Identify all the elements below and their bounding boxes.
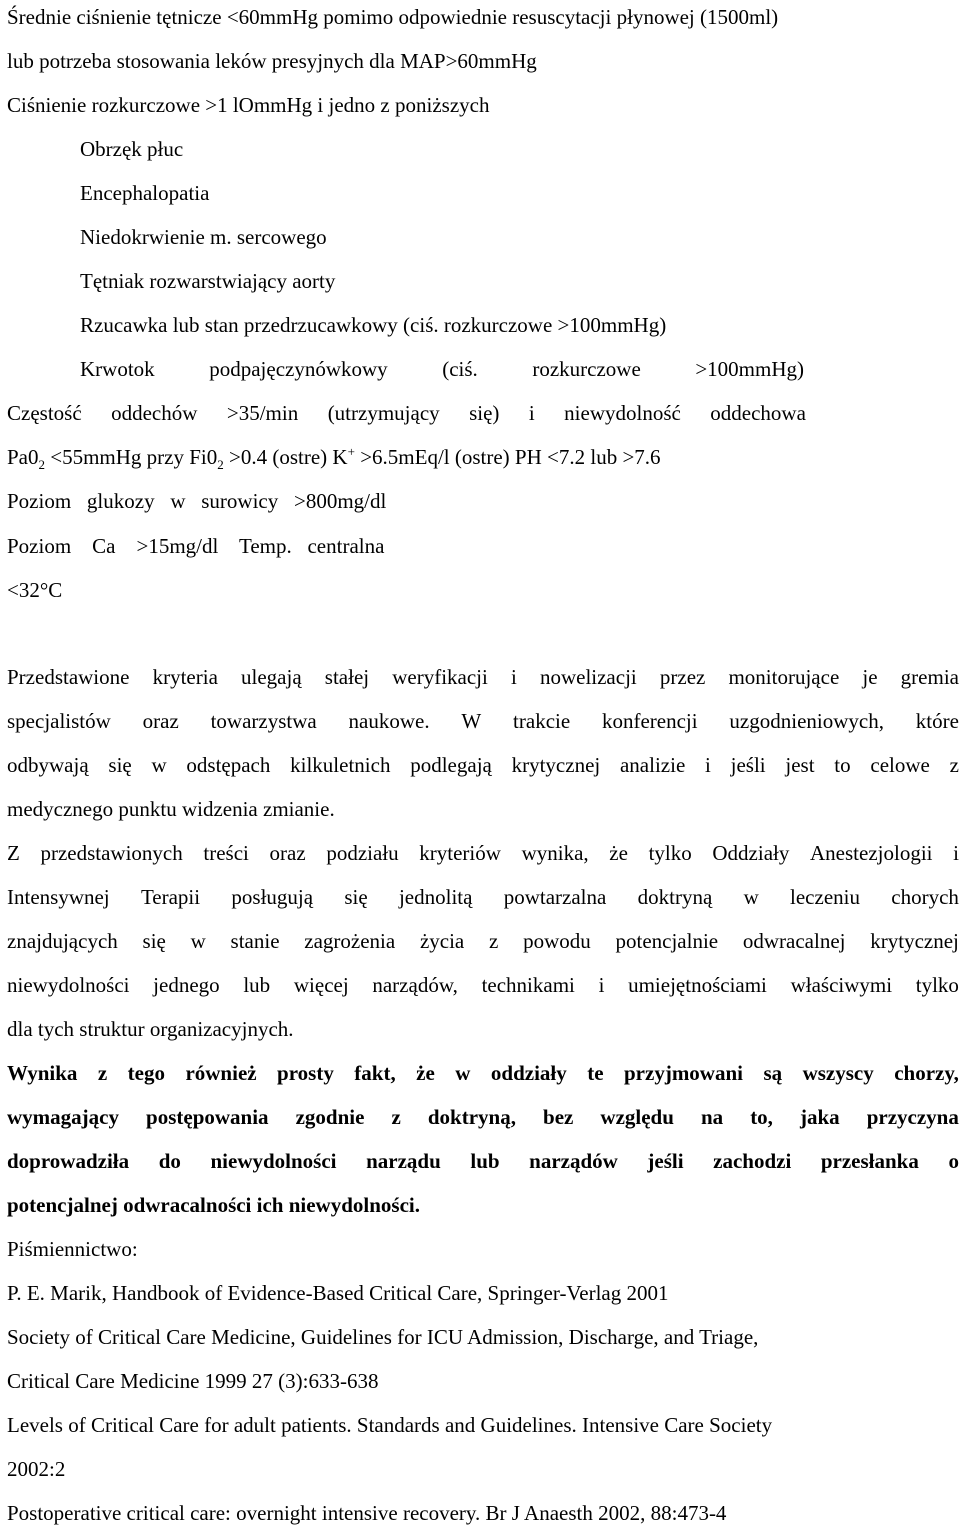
word: do <box>158 1149 181 1173</box>
word: z <box>391 1105 401 1129</box>
criteria-line-1: Średnie ciśnienie tętnicze <60mmHg pomimo odpowiednie resuscytacji płynowej (1500ml) <box>7 5 779 29</box>
reference-item: Levels of Critical Care for adult patients. Standards and Guidelines. Intensive Care Society <box>7 1413 773 1437</box>
text: >0.4 (ostre) K <box>223 445 348 469</box>
word: (utrzymujący <box>327 401 440 425</box>
criteria-sub-item: Tętniak rozwarstwiający aorty <box>80 269 336 293</box>
para1-line: medycznego punktu widzenia zmianie. <box>7 797 335 821</box>
criteria-temp: <32°C <box>7 578 63 602</box>
word: towarzystwa <box>210 709 317 733</box>
para2-line <box>7 883 959 911</box>
word: niewydolności <box>210 1149 337 1173</box>
word: jest <box>785 753 815 777</box>
word: w <box>743 885 759 909</box>
word: się) <box>469 401 500 425</box>
word: oraz <box>269 841 306 865</box>
word: prosty <box>277 1061 334 1085</box>
word: z <box>949 753 959 777</box>
word: zagrożenia <box>304 929 396 953</box>
word: >100mmHg) <box>695 357 804 381</box>
word: leczeniu <box>790 885 860 909</box>
text: <55mmHg przy Fi0 <box>45 445 218 469</box>
word: i <box>510 665 517 689</box>
word: uzgodnieniowych, <box>729 709 884 733</box>
para1-line <box>7 751 959 779</box>
word: więcej <box>293 973 349 997</box>
text: Pa0 <box>7 445 39 469</box>
word: Terapii <box>140 885 201 909</box>
word: podlegają <box>410 753 492 777</box>
word: podpajęczynówkowy <box>209 357 388 381</box>
word: zachodzi <box>713 1149 792 1173</box>
word: na <box>700 1105 724 1129</box>
word: jednolitą <box>398 885 473 909</box>
word: się <box>108 753 132 777</box>
word: chorych <box>891 885 959 909</box>
word: które <box>915 709 959 733</box>
word: naukowe. <box>348 709 430 733</box>
word: jaka <box>799 1105 840 1129</box>
word: oddziały <box>490 1061 567 1085</box>
criteria-sub-item: Encephalopatia <box>80 181 210 205</box>
word: przesłanka <box>820 1149 919 1173</box>
word: konferencji <box>601 709 698 733</box>
word: z <box>97 1061 108 1085</box>
criteria-glukoza: Poziom glukozy w surowicy >800mg/dl <box>7 489 387 513</box>
word: względu <box>600 1105 674 1129</box>
word: w <box>151 753 167 777</box>
word: wymagający <box>7 1105 119 1129</box>
word: tylko <box>915 973 959 997</box>
word: i <box>953 841 959 865</box>
word: przyjmowani <box>624 1061 743 1085</box>
word: znajdujących <box>7 929 118 953</box>
word: analizie <box>619 753 686 777</box>
word: jednego <box>153 973 220 997</box>
superscript: + <box>347 444 355 459</box>
criteria-pa-line <box>7 443 661 471</box>
word: odwracalnej <box>742 929 846 953</box>
word: przedstawionych <box>40 841 183 865</box>
word: z <box>489 929 499 953</box>
word: tego <box>127 1061 165 1085</box>
word: właściwymi <box>790 973 893 997</box>
word: specjalistów <box>7 709 111 733</box>
word: są <box>763 1061 783 1085</box>
para3-line <box>7 1147 959 1175</box>
word: weryfikacji <box>392 665 488 689</box>
word: celowe <box>870 753 930 777</box>
word: lub <box>470 1149 500 1173</box>
word: oddechów <box>111 401 198 425</box>
criteria-line-3: Ciśnienie rozkurczowe >1 lOmmHg i jedno z poniższych <box>7 93 490 117</box>
para3-line: potencjalnej odwracalności ich niewydolności. <box>7 1193 420 1217</box>
word: że <box>416 1061 435 1085</box>
word: postępowania <box>146 1105 269 1129</box>
para3-line <box>7 1103 959 1131</box>
word: się <box>142 929 166 953</box>
reference-item: P. E. Marik, Handbook of Evidence-Based Critical Care, Springer-Verlag 2001 <box>7 1281 669 1305</box>
subscript: 2 <box>217 457 224 473</box>
word: i <box>528 401 535 425</box>
word: Wynika <box>7 1061 78 1085</box>
criteria-sub-item: Obrzęk płuc <box>80 137 184 161</box>
word: kryteria <box>152 665 218 689</box>
word: ulegają <box>241 665 302 689</box>
word: oraz <box>142 709 179 733</box>
reference-item: Society of Critical Care Medicine, Guidelines for ICU Admission, Discharge, and Triage, <box>7 1325 759 1349</box>
word: jeśli <box>730 753 766 777</box>
word: bez <box>543 1105 574 1129</box>
criteria-czestosc <box>7 399 806 427</box>
word: trakcie <box>513 709 571 733</box>
para2-line <box>7 971 959 999</box>
word: gremia <box>900 665 959 689</box>
word: się <box>344 885 368 909</box>
references-heading: Piśmiennictwo: <box>7 1237 138 1261</box>
word: podziału <box>326 841 399 865</box>
word: tylko <box>648 841 692 865</box>
word: narządów <box>529 1149 618 1173</box>
para1-line <box>7 707 959 735</box>
word: to <box>834 753 851 777</box>
criteria-krwotok <box>80 355 804 383</box>
word: Intensywnej <box>7 885 110 909</box>
word: (ciś. <box>442 357 478 381</box>
word: również <box>185 1061 257 1085</box>
word: monitorujące <box>728 665 840 689</box>
criteria-line-2: lub potrzeba stosowania leków presyjnych dla MAP>60mmHg <box>7 49 537 73</box>
text: >6.5mEq/l (ostre) PH <7.2 lub >7.6 <box>354 445 661 469</box>
word: niewydolności <box>7 973 130 997</box>
para2-line <box>7 839 959 867</box>
word: krytycznej <box>511 753 601 777</box>
word: i <box>598 973 605 997</box>
word: posługują <box>231 885 314 909</box>
para2-line: dla tych struktur organizacyjnych. <box>7 1017 294 1041</box>
word: lub <box>243 973 271 997</box>
word: doprowadziła <box>7 1149 130 1173</box>
word: odbywają <box>7 753 89 777</box>
word: wszyscy <box>802 1061 874 1085</box>
reference-item: 2002:2 <box>7 1457 66 1481</box>
word: przyczyna <box>866 1105 959 1129</box>
word: to, <box>750 1105 773 1129</box>
para3-line <box>7 1059 959 1087</box>
word: w <box>190 929 206 953</box>
word: Z <box>7 841 20 865</box>
word: jeśli <box>647 1149 684 1173</box>
word: doktryną, <box>427 1105 516 1129</box>
word: te <box>587 1061 604 1085</box>
criteria-sub-item: Rzucawka lub stan przedrzucawkowy (ciś. rozkurczowe >100mmHg) <box>80 313 667 337</box>
word: krytycznej <box>870 929 959 953</box>
word: powtarzalna <box>503 885 607 909</box>
word: odstępach <box>186 753 271 777</box>
word: rozkurczowe <box>532 357 641 381</box>
word: doktryną <box>637 885 713 909</box>
reference-item: Postoperative critical care: overnight intensive recovery. Br J Anaesth 2002, 88:473-4 <box>7 1501 727 1525</box>
subscript: 2 <box>38 457 45 473</box>
word: powodu <box>523 929 591 953</box>
word: >35/min <box>226 401 299 425</box>
word: stałej <box>324 665 370 689</box>
word: że <box>609 841 628 865</box>
word: Anestezjologii <box>810 841 933 865</box>
word: i <box>705 753 711 777</box>
word: narządu <box>366 1149 441 1173</box>
word: w <box>455 1061 471 1085</box>
word: potencjalnie <box>615 929 719 953</box>
word: Oddziały <box>712 841 790 865</box>
word: technikami <box>481 973 575 997</box>
word: zgodnie <box>295 1105 365 1129</box>
word: Częstość <box>7 401 82 425</box>
word: kilkuletnich <box>290 753 391 777</box>
word: W <box>461 709 482 733</box>
word: chorzy, <box>894 1061 959 1085</box>
word: o <box>948 1149 959 1173</box>
criteria-ca: Poziom Ca >15mg/dl Temp. centralna <box>7 534 385 558</box>
word: oddechowa <box>710 401 806 425</box>
word: umiejętnościami <box>628 973 767 997</box>
criteria-sub-item: Niedokrwienie m. sercowego <box>80 225 327 249</box>
word: wynika, <box>521 841 589 865</box>
word: stanie <box>230 929 280 953</box>
word: Krwotok <box>80 357 155 381</box>
word: fakt, <box>354 1061 396 1085</box>
word: kryteriów <box>419 841 501 865</box>
word: niewydolność <box>564 401 681 425</box>
word: życia <box>419 929 465 953</box>
word: narządów, <box>372 973 458 997</box>
para2-line <box>7 927 959 955</box>
word: Przedstawione <box>7 665 130 689</box>
word: przez <box>659 665 706 689</box>
para1-line <box>7 663 959 691</box>
reference-item: Critical Care Medicine 1999 27 (3):633-638 <box>7 1369 379 1393</box>
word: treści <box>203 841 249 865</box>
word: nowelizacji <box>539 665 637 689</box>
word: je <box>862 665 878 689</box>
